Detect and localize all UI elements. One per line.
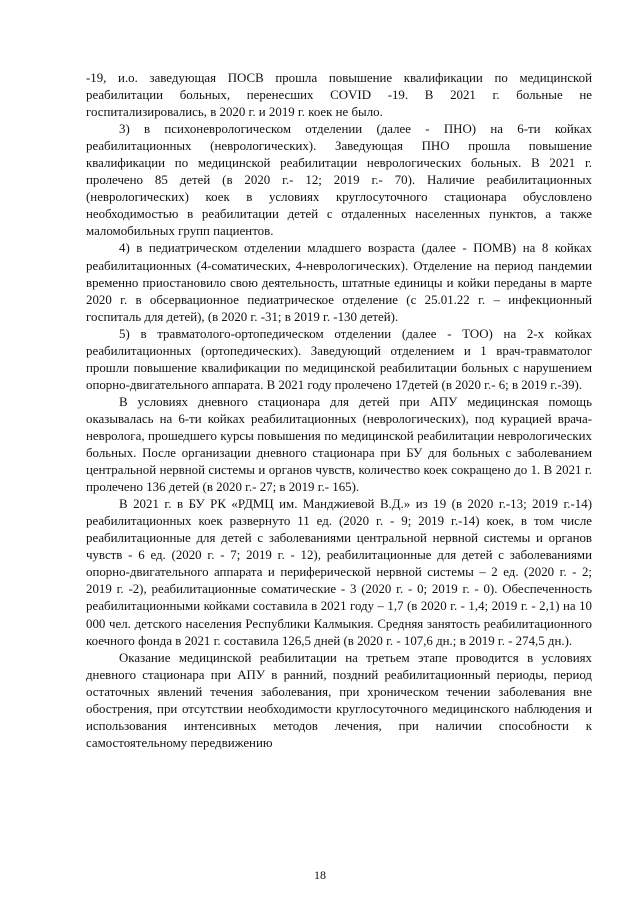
paragraph-rdmc-beds: В 2021 г. в БУ РК «РДМЦ им. Манджиевой В.Д.» из 19 (в 2020 г.-13; 2019 г.-14) реабилитационных коек развернуто 11 ед. (2020 г. - 9; 2019 г.-14) коек, в том числе реабилитационные для детей с заболеваниями центральной нервной системы и органов чувств - 6 ед. (2020 г. - 7; 2019 г. - 12), реабилитационные для детей с заболеваниями опорно-двигательного аппарата и периферической нервной системы – 2 ед. (2020 г. - 2; 2019 г. -2), реабилитационные соматические - 3 (2020 г. - 0; 2019 г. - 0). Обеспеченность реабилитационными койками составила в 2021 году – 1,7 (в 2020 г. - 1,4; 2019 г. - 2,1) на 10 000 чел. детского населения Республики Калмыкия. Средняя занятость реабилитационного коечного фонда в 2021 г. составила 126,5 дней (в 2020 г. - 107,6 дн.; в 2019 г. - 274,5 дн.).: [86, 497, 592, 648]
paragraph-covid-rehab: -19, и.о. заведующая ПОСВ прошла повышение квалификации по медицинской реабилитации больных, перенесших COVID -19. В 2021 г. больные не госпитализировались, в 2020 г. и 2019 г. коек не было.: [86, 71, 592, 120]
paragraph-third-stage: Оказание медицинской реабилитации на третьем этапе проводится в условиях дневного стационара при АПУ в ранний, поздний реабилитационный периоды, период остаточных явлений течения заболевания, при хроническом течении заболевания вне обострения, при отсутствии необходимости круглосуточного медицинского наблюдения и использования интенсивных методов лечения, при наличии способности к самостоятельному передвижению: [86, 650, 592, 750]
paragraph-pediatric-young: 4) в педиатрическом отделении младшего возраста (далее - ПОМВ) на 8 койках реабилитационных (4-соматических, 4-неврологических). Отделение на период пандемии временно приостановило свою деятельность, штатные единицы и койки переданы в марте 2020 г. в обсервационное педиатрическое отделение (с 25.01.22 г. – инфекционный госпиталь для детей), (в 2020 г. -31; в 2019 г. -130 детей).: [86, 241, 592, 324]
page-number: 18: [314, 868, 326, 882]
paragraph-psychoneurology: 3) в психоневрологическом отделении (далее - ПНО) на 6-ти койках реабилитационных (неврологических). Заведующая ПНО прошла повышение квалификации по медицинской реабилитации неврологических больных. В 2021 г. пролечено 85 детей (в 2020 г.- 12; 2019 г.- 70). Наличие реабилитационных (неврологических) коек в условиях круглосуточного стационара обусловлено необходимостью в реабилитации детей с отдаленных населенных пунктов, а также маломобильных групп пациентов.: [86, 122, 592, 239]
paragraph-trauma-orthopedic: 5) в травматолого-ортопедическом отделении (далее - ТОО) на 2-х койках реабилитационных (ортопедических). Заведующий отделением и 1 врач-травматолог прошли повышение квалификации по медицинской реабилитации больных с нарушением опорно-двигательного аппарата. В 2021 году пролечено 17детей (в 2020 г.- 6; в 2019 г.-39).: [86, 326, 592, 392]
document-body: [86, 70, 592, 752]
paragraph-day-hospital: В условиях дневного стационара для детей при АПУ медицинская помощь оказывалась на 6-ти койках реабилитационных (неврологических), под курацией врача-невролога, прошедшего курсы повышения по медицинской реабилитации неврологических больных. После организации дневного стационара при БУ для больных с заболеванием центральной нервной системы и органов чувств, количество коек сокращено до 1. В 2021 г. пролечено 136 детей (в 2020 г.- 27; в 2019 г.- 165).: [86, 394, 592, 495]
